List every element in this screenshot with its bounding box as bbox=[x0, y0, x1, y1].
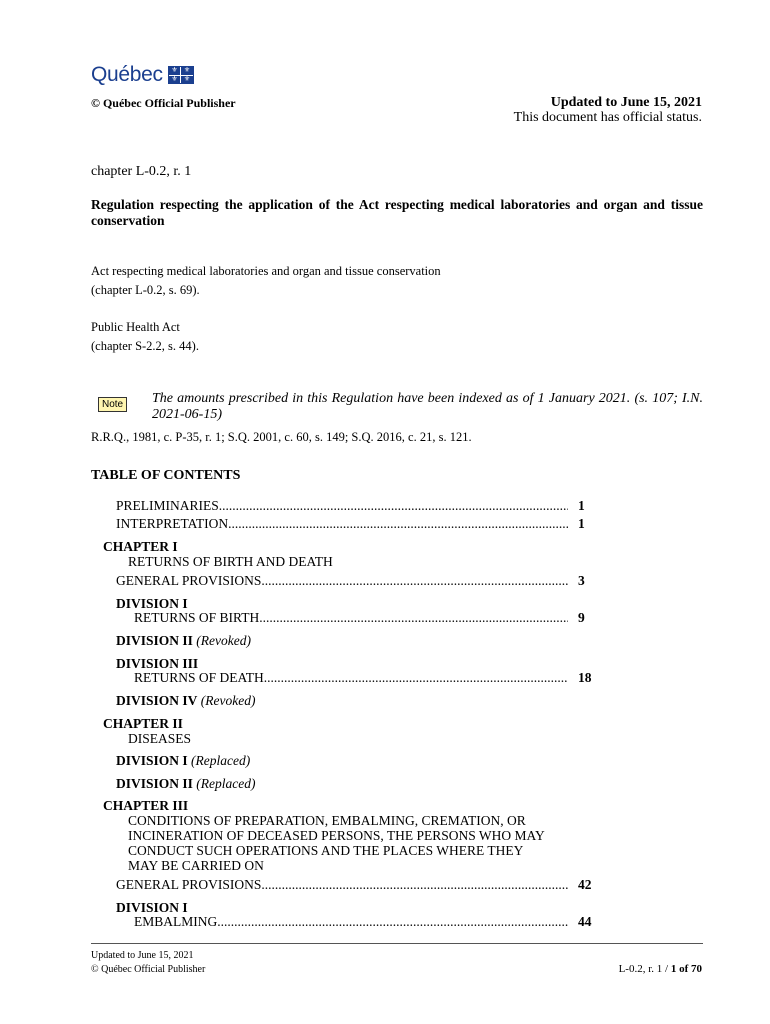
toc-entry-label: EMBALMING bbox=[134, 914, 218, 929]
toc-chapter-1-title: RETURNS OF BIRTH AND DEATH bbox=[128, 554, 333, 569]
toc-entry-interpretation[interactable] bbox=[116, 516, 568, 531]
toc-division-label[interactable]: DIVISION III bbox=[116, 656, 199, 671]
toc-page-number: 1 bbox=[578, 516, 585, 531]
official-status: This document has official status. bbox=[513, 110, 702, 125]
toc-entry-returns-of-death[interactable] bbox=[134, 670, 568, 685]
toc-entry-ch1-div4[interactable] bbox=[116, 693, 256, 708]
regulation-title: Regulation respecting the application of the Act respecting medical laboratories and organ and tissue conservation bbox=[91, 197, 703, 228]
toc-entry-label: INTERPRETATION bbox=[116, 516, 229, 531]
note-text: The amounts prescribed in this Regulation have been indexed as of 1 January 2021. (s. 107; I.N. 2021-06-15) bbox=[152, 391, 703, 422]
toc-heading: TABLE OF CONTENTS bbox=[91, 468, 241, 483]
toc-entry-label: RETURNS OF BIRTH bbox=[134, 610, 260, 625]
toc-status: (Replaced) bbox=[196, 776, 256, 791]
toc-entry-ch3-general[interactable] bbox=[116, 877, 568, 892]
toc-page-number: 44 bbox=[578, 914, 592, 929]
toc-chapter-1-label[interactable]: CHAPTER I bbox=[103, 539, 178, 554]
toc-entry-ch2-div1[interactable] bbox=[116, 753, 250, 768]
footer-doc-ref: L-0.2, r. 1 / bbox=[618, 963, 671, 975]
quebec-flag-icon: ⚜ ⚜ ⚜ ⚜ bbox=[168, 66, 194, 84]
toc-page-number: 3 bbox=[578, 573, 585, 588]
toc-division-label: DIVISION II bbox=[116, 776, 193, 791]
footer-divider bbox=[91, 943, 703, 944]
toc-page-number: 1 bbox=[578, 498, 585, 513]
footer-page-number: 1 of 70 bbox=[670, 963, 702, 975]
toc-entry-preliminaries[interactable] bbox=[116, 498, 568, 513]
toc-entry-label: PRELIMINARIES bbox=[116, 498, 219, 513]
toc-division-label[interactable]: DIVISION I bbox=[116, 900, 188, 915]
toc-division-label[interactable]: DIVISION I bbox=[116, 596, 188, 611]
act-name: Act respecting medical laboratories and organ and tissue conservation bbox=[91, 264, 441, 278]
toc-title-line: CONDITIONS OF PREPARATION, EMBALMING, CREMATION, OR bbox=[128, 813, 526, 828]
enabling-act-2 bbox=[91, 318, 199, 356]
toc-chapter-2-title: DISEASES bbox=[128, 731, 192, 746]
toc-entry-ch2-div2[interactable] bbox=[116, 776, 256, 791]
publisher-label: © Québec Official Publisher bbox=[91, 96, 236, 110]
enabling-act-1 bbox=[91, 262, 441, 300]
footer-publisher: © Québec Official Publisher bbox=[91, 964, 206, 975]
toc-entry-label: GENERAL PROVISIONS bbox=[116, 877, 262, 892]
toc-entry-returns-of-birth[interactable] bbox=[134, 610, 568, 625]
act-ref: (chapter L-0.2, s. 69). bbox=[91, 283, 200, 297]
toc-entry-ch1-general[interactable] bbox=[116, 573, 568, 588]
toc-entry-label: GENERAL PROVISIONS bbox=[116, 573, 262, 588]
toc-chapter-3-title bbox=[128, 813, 545, 873]
toc-title-line: MAY BE CARRIED ON bbox=[128, 858, 264, 873]
toc-status: (Revoked) bbox=[196, 633, 251, 648]
toc-title-line: INCINERATION OF DECEASED PERSONS, THE PERSONS WHO MAY bbox=[128, 828, 545, 843]
toc-chapter-3-label[interactable]: CHAPTER III bbox=[103, 798, 189, 813]
toc-division-label: DIVISION I bbox=[116, 753, 188, 768]
toc-status: (Revoked) bbox=[200, 693, 256, 708]
act-ref: (chapter S-2.2, s. 44). bbox=[91, 339, 199, 353]
updated-date: Updated to June 15, 2021 bbox=[550, 95, 702, 110]
toc-page-number: 18 bbox=[578, 670, 592, 685]
toc-status: (Replaced) bbox=[191, 753, 251, 768]
note-badge[interactable]: Note bbox=[98, 397, 127, 412]
toc-page-number: 42 bbox=[578, 877, 592, 892]
chapter-reference: chapter L-0.2, r. 1 bbox=[91, 164, 192, 179]
footer-updated: Updated to June 15, 2021 bbox=[91, 950, 194, 961]
act-name: Public Health Act bbox=[91, 320, 180, 334]
toc-chapter-2-label[interactable]: CHAPTER II bbox=[103, 716, 183, 731]
toc-division-label: DIVISION II bbox=[116, 633, 193, 648]
toc-title-line: CONDUCT SUCH OPERATIONS AND THE PLACES WHERE THEY bbox=[128, 843, 524, 858]
footer-left bbox=[91, 949, 205, 977]
toc-page-number: 9 bbox=[578, 610, 585, 625]
toc-entry-ch1-div2[interactable] bbox=[116, 633, 251, 648]
history-citation: R.R.Q., 1981, c. P-35, r. 1; S.Q. 2001, c. 60, s. 149; S.Q. 2016, c. 21, s. 121. bbox=[91, 430, 472, 444]
footer-page-ref bbox=[619, 963, 702, 975]
toc-entry-embalming[interactable] bbox=[134, 914, 568, 929]
logo-wordmark: Québec bbox=[91, 63, 163, 86]
toc-division-label: DIVISION IV bbox=[116, 693, 198, 708]
quebec-logo bbox=[91, 63, 194, 87]
toc-entry-label: RETURNS OF DEATH bbox=[134, 670, 264, 685]
